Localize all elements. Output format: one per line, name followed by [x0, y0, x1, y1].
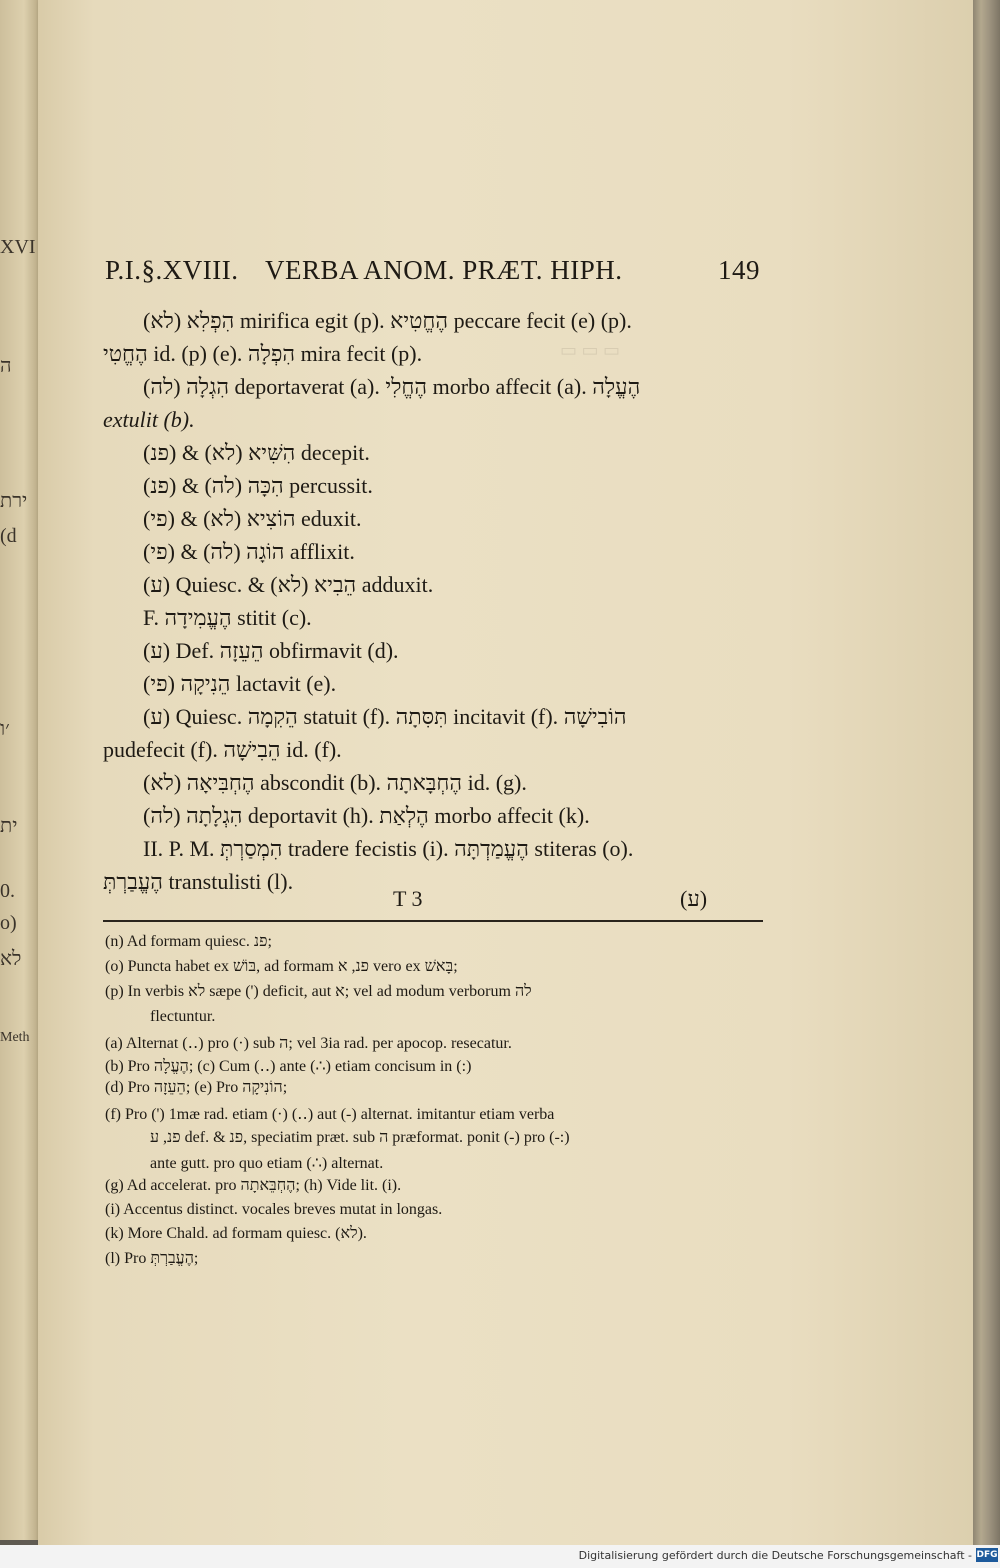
page-number: 149: [718, 255, 760, 285]
digitization-credit: Digitalisierung gefördert durch die Deutsche Forschungsgemeinschaft -: [578, 1549, 972, 1562]
text-line: II. P. M. הִמְסַרְתְּ tradere fecistis (i). הֶעֱמַדְתָּה stiteras (o).: [143, 836, 634, 861]
text-line: (לה) הִגְלָתָה deportavit (h). הֶלְאַת morbo affecit (k).: [143, 803, 590, 828]
text-line: (לא) הֶחְבִּיאָה abscondit (b). הֶחְבָּאתָה id. (g).: [143, 770, 527, 795]
text-line: extulit (b).: [103, 407, 195, 432]
footnote: (o) Puncta habet ex בּוֹשׁ, ad formam פנ, א vero ex בָּאשׁ;: [105, 958, 458, 975]
text-line: (לה) הִגְלָה deportaverat (a). הֶחֱלִי morbo affecit (a). הֶעֱלָה: [143, 374, 641, 399]
text-line: (פי) הֵנִיקָה lactavit (e).: [143, 671, 337, 696]
text-line: (פי) & (לה) הוֹגָה afflixit.: [143, 539, 355, 564]
text-line: (ע) Quiesc. הֵקִמָה statuit (f). תִּסִּתָה incitavit (f). הוֹבִישָׁה: [143, 704, 627, 729]
facing-fragment: לא: [0, 948, 22, 970]
facing-fragment: ׳ו: [0, 718, 10, 740]
page-edge-stack: [973, 0, 1000, 1545]
bleed-through-decoration: ▭ ▭ ▭: [560, 340, 621, 360]
text-line: (פי) & (לא) הוֹצִיא eduxit.: [143, 506, 362, 531]
facing-fragment: ירת: [0, 490, 28, 512]
footnote: (g) Ad accelerat. pro הֶחְבֵּאתָה; (h) Vide lit. (i).: [105, 1177, 402, 1194]
text-line: (פנ) & (לה) הִכָּה percussit.: [143, 473, 373, 498]
footnote: (p) In verbis לא sæpe (') deficit, aut א; vel ad modum verborum לה: [105, 983, 532, 1000]
footnote: (a) Alternat (‥) pro (·) sub ה; vel 3ia rad. per apocop. resecatur.: [105, 1035, 512, 1052]
facing-fragment: 0.: [0, 880, 15, 902]
chapter-title: VERBA ANOM. PRÆT. HIPH.: [265, 255, 623, 285]
dfg-logo: DFG: [976, 1550, 998, 1560]
footnote: (f) Pro (') 1mæ rad. etiam (·) (‥) aut (-) alternat. imitantur etiam verba: [105, 1106, 555, 1123]
footnote: (d) Pro הֵעֵזָה; (e) Pro הוֹנִיקָה;: [105, 1079, 288, 1096]
footnote: (i) Accentus distinct. vocales breves mutat in longas.: [105, 1201, 443, 1218]
footnote-rule: [103, 920, 763, 922]
footnote: flectuntur.: [150, 1008, 216, 1025]
facing-fragment: Meth: [0, 1030, 30, 1045]
facing-fragment: ה: [0, 355, 12, 377]
footnote: (l) Pro הֶעֱבַרְתְּ;: [105, 1250, 199, 1267]
text-line: (ע) Quiesc. & (לא) הֵבִיא adduxit.: [143, 572, 434, 597]
facing-page-edge: [0, 0, 40, 1540]
text-line: (לא) הִפְלִא mirifica egit (p). הֶחֱטִיא peccare fecit (e) (p).: [143, 308, 632, 333]
running-head: [105, 255, 760, 295]
text-line: הֶעֱבַרְתְּ transtulisti (l).: [103, 869, 294, 894]
footnote: (n) Ad formam quiesc. פנ;: [105, 933, 272, 950]
catchword: (ע): [680, 886, 708, 911]
text-line: F. הֶעֱמִידָה stitit (c).: [143, 605, 312, 630]
section-reference: P.I.§.XVIII.: [105, 255, 239, 285]
text-line: pudefecit (f). הֵבִישָׁה id. (f).: [103, 737, 342, 762]
text-line: (פנ) & (לא) הִשִּׁיא decepit.: [143, 440, 370, 465]
facing-fragment: ית: [0, 815, 18, 837]
signature-mark: T 3: [393, 886, 423, 911]
facing-fragment: o): [0, 912, 17, 934]
footnote: (b) Pro הֶעֱלָה; (c) Cum (‥) ante (∴) etiam concisum in (:): [105, 1058, 472, 1075]
text-line: הֶחֱטִי id. (p) (e). הִפְלָה mira fecit (p).: [103, 341, 423, 366]
facing-fragment: XVI: [0, 236, 36, 258]
footnote: פנ, ע def. & פנ, speciatim præt. sub ה præformat. ponit (-) pro (-:): [150, 1129, 570, 1146]
footnote: ante gutt. pro quo etiam (∴) alternat.: [150, 1155, 384, 1172]
facing-fragment: (d: [0, 525, 17, 547]
text-line: (ע) Def. הֵעֵזָה obfirmavit (d).: [143, 638, 399, 663]
footnote: (k) More Chald. ad formam quiesc. (לא).: [105, 1225, 367, 1242]
